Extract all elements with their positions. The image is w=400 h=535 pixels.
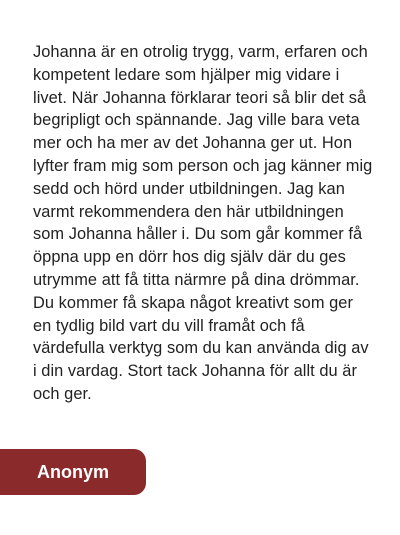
author-name: Anonym — [37, 461, 109, 482]
author-badge — [0, 449, 146, 495]
testimonial-quote: Johanna är en otrolig trygg, varm, erfaren och kompetent ledare som hjälper mig vidare i livet. När Johanna förklarar teori så blir det så begripligt och spännande. Jag ville bara veta mer och ha mer av det Johanna ger ut. Hon lyfter fram mig som person och jag känner mig sedd och hörd under utbildningen. Jag kan varmt rekommendera den här utbildningen som Johanna håller i. Du som går kommer få öppna upp en dörr hos dig själv där du ges utrymme att få titta närmre på dina drömmar. Du kommer få skapa något kreativt som ger en tydlig bild vart du vill framåt och få värdefulla verktyg som du kan använda dig av i din vardag. Stort tack Johanna för allt du är och ger. — [33, 43, 373, 403]
